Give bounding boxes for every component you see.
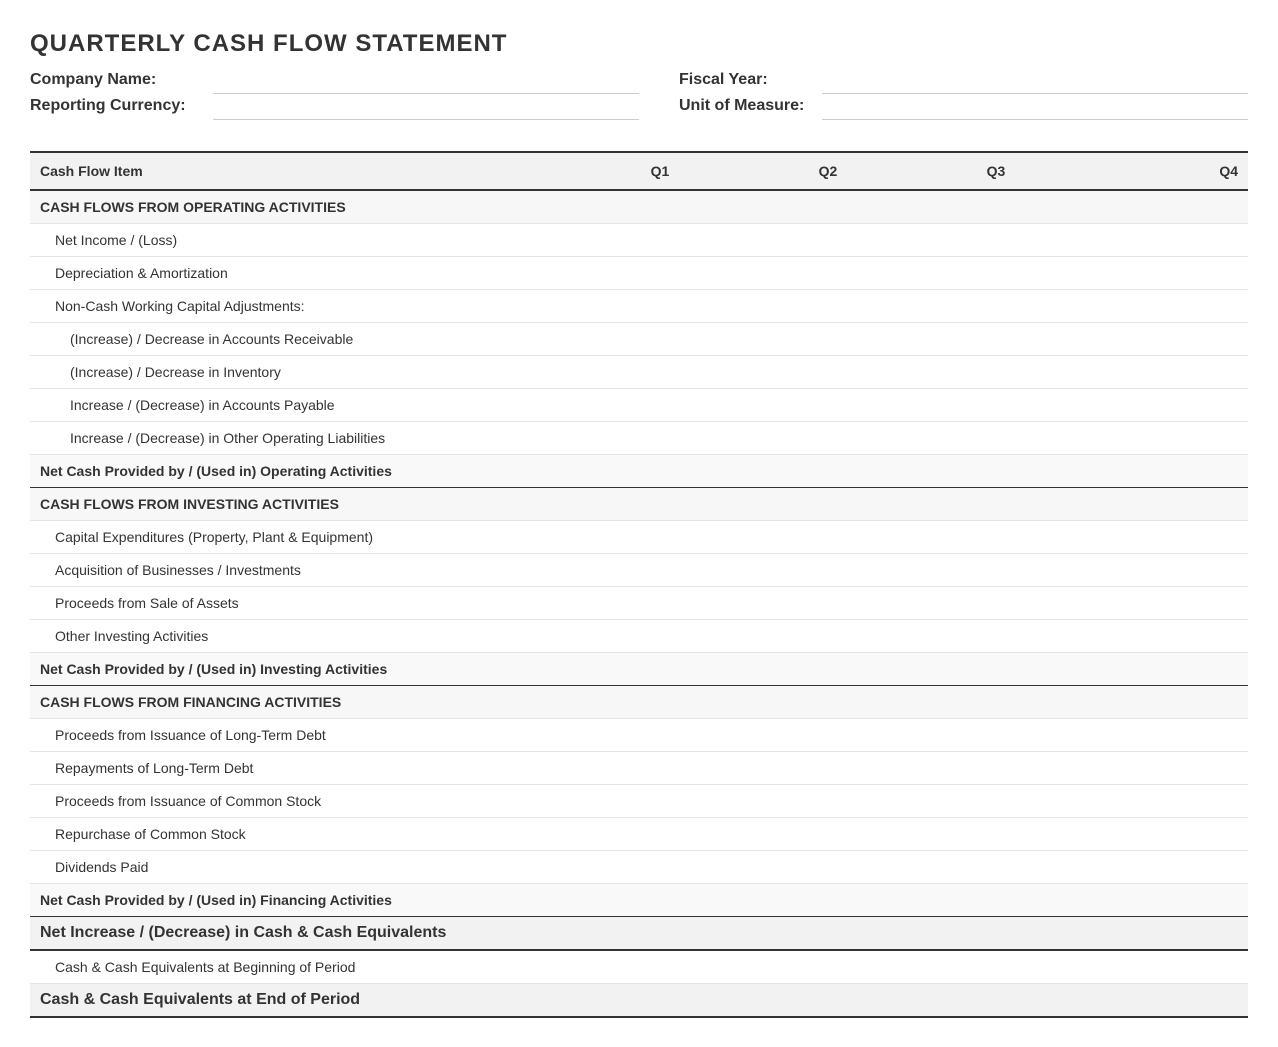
cell-q4[interactable] xyxy=(1080,355,1248,388)
section-header-financing xyxy=(30,685,1248,718)
cell-q4[interactable] xyxy=(1080,454,1248,487)
reporting-currency-row xyxy=(30,93,639,119)
row-label: Repurchase of Common Stock xyxy=(30,817,576,850)
cell-q2[interactable] xyxy=(744,388,912,421)
cell-q1[interactable] xyxy=(576,916,744,950)
row-label: Cash & Cash Equivalents at Beginning of Period xyxy=(30,950,576,983)
cell-q3[interactable] xyxy=(912,652,1080,685)
section-header-operating xyxy=(30,190,1248,223)
table-header-row xyxy=(30,152,1248,190)
cell-q3 xyxy=(912,190,1080,223)
row-label: Net Increase / (Decrease) in Cash & Cash Equivalents xyxy=(30,916,576,950)
cell-q2[interactable] xyxy=(744,421,912,454)
cell-q3[interactable] xyxy=(912,289,1080,322)
cell-q2[interactable] xyxy=(744,751,912,784)
cell-q2[interactable] xyxy=(744,718,912,751)
cell-q4[interactable] xyxy=(1080,817,1248,850)
cell-q2[interactable] xyxy=(744,586,912,619)
cell-q1[interactable] xyxy=(576,652,744,685)
row-label: Dividends Paid xyxy=(30,850,576,883)
table-row xyxy=(30,355,1248,388)
table-row xyxy=(30,751,1248,784)
cell-q1 xyxy=(576,190,744,223)
row-label: Net Cash Provided by / (Used in) Investing Activities xyxy=(30,652,576,685)
cell-q4 xyxy=(1080,190,1248,223)
cell-q1[interactable] xyxy=(576,421,744,454)
cell-q3[interactable] xyxy=(912,883,1080,916)
statement-metadata xyxy=(30,67,1248,139)
row-label: Increase / (Decrease) in Other Operating Liabilities xyxy=(30,421,576,454)
cell-q3[interactable] xyxy=(912,817,1080,850)
cell-q3[interactable] xyxy=(912,850,1080,883)
cell-q4[interactable] xyxy=(1080,784,1248,817)
cell-q2[interactable] xyxy=(744,883,912,916)
cell-q3[interactable] xyxy=(912,388,1080,421)
cell-q3[interactable] xyxy=(912,520,1080,553)
column-header-item: Cash Flow Item xyxy=(30,152,576,190)
cell-q2 xyxy=(744,487,912,520)
cell-q1[interactable] xyxy=(576,388,744,421)
cell-q2[interactable] xyxy=(744,619,912,652)
table-row xyxy=(30,619,1248,652)
cell-q4[interactable] xyxy=(1080,751,1248,784)
table-row xyxy=(30,289,1248,322)
row-label: Net Cash Provided by / (Used in) Operating Activities xyxy=(30,454,576,487)
row-label: Non-Cash Working Capital Adjustments: xyxy=(30,289,576,322)
row-label: Proceeds from Issuance of Common Stock xyxy=(30,784,576,817)
cell-q4[interactable] xyxy=(1080,883,1248,916)
column-header-q2: Q2 xyxy=(744,152,912,190)
cell-q3[interactable] xyxy=(912,256,1080,289)
cell-q1[interactable] xyxy=(576,784,744,817)
cell-q1[interactable] xyxy=(576,223,744,256)
cell-q2[interactable] xyxy=(744,916,912,950)
table-row xyxy=(30,586,1248,619)
total-row-net-change xyxy=(30,916,1248,950)
cell-q1[interactable] xyxy=(576,883,744,916)
row-label: Other Investing Activities xyxy=(30,619,576,652)
cell-q3 xyxy=(912,487,1080,520)
cell-q4[interactable] xyxy=(1080,256,1248,289)
cell-q2[interactable] xyxy=(744,322,912,355)
cell-q3[interactable] xyxy=(912,950,1080,983)
column-header-q1: Q1 xyxy=(576,152,744,190)
cell-q1[interactable] xyxy=(576,619,744,652)
cell-q4[interactable] xyxy=(1080,850,1248,883)
fiscal-year-row xyxy=(679,67,1248,93)
table-row xyxy=(30,520,1248,553)
row-label: CASH FLOWS FROM FINANCING ACTIVITIES xyxy=(30,685,576,718)
section-header-investing xyxy=(30,487,1248,520)
row-label: CASH FLOWS FROM INVESTING ACTIVITIES xyxy=(30,487,576,520)
table-row xyxy=(30,817,1248,850)
cell-q3[interactable] xyxy=(912,751,1080,784)
subtotal-row-financing xyxy=(30,883,1248,916)
fiscal-year-label: Fiscal Year: xyxy=(679,71,768,88)
cell-q4[interactable] xyxy=(1080,983,1248,1017)
cell-q1[interactable] xyxy=(576,322,744,355)
cell-q2[interactable] xyxy=(744,652,912,685)
cell-q1 xyxy=(576,685,744,718)
row-label: Repayments of Long-Term Debt xyxy=(30,751,576,784)
document-title: QUARTERLY CASH FLOW STATEMENT xyxy=(30,30,508,57)
cell-q3[interactable] xyxy=(912,619,1080,652)
cell-q4[interactable] xyxy=(1080,619,1248,652)
cell-q2[interactable] xyxy=(744,520,912,553)
row-label: Proceeds from Sale of Assets xyxy=(30,586,576,619)
cell-q2[interactable] xyxy=(744,850,912,883)
cell-q4[interactable] xyxy=(1080,950,1248,983)
cell-q3[interactable] xyxy=(912,223,1080,256)
cell-q1[interactable] xyxy=(576,850,744,883)
column-header-q4: Q4 xyxy=(1080,152,1248,190)
cell-q3 xyxy=(912,685,1080,718)
table-row xyxy=(30,784,1248,817)
row-label: Increase / (Decrease) in Accounts Payable xyxy=(30,388,576,421)
cell-q2[interactable] xyxy=(744,553,912,586)
cell-q3[interactable] xyxy=(912,421,1080,454)
unit-of-measure-underline xyxy=(822,119,1248,120)
cell-q3[interactable] xyxy=(912,916,1080,950)
cell-q4[interactable] xyxy=(1080,388,1248,421)
cell-q1[interactable] xyxy=(576,586,744,619)
table-row xyxy=(30,256,1248,289)
cell-q1[interactable] xyxy=(576,817,744,850)
company-name-row xyxy=(30,67,639,93)
cell-q3[interactable] xyxy=(912,454,1080,487)
cell-q2[interactable] xyxy=(744,983,912,1017)
cell-q1[interactable] xyxy=(576,256,744,289)
cell-q4[interactable] xyxy=(1080,421,1248,454)
reporting-currency-label: Reporting Currency: xyxy=(30,97,186,114)
table-row xyxy=(30,388,1248,421)
cell-q3[interactable] xyxy=(912,586,1080,619)
table-row xyxy=(30,322,1248,355)
row-label: Proceeds from Issuance of Long-Term Debt xyxy=(30,718,576,751)
row-label: (Increase) / Decrease in Inventory xyxy=(30,355,576,388)
cell-q2[interactable] xyxy=(744,223,912,256)
row-label: Capital Expenditures (Property, Plant & Equipment) xyxy=(30,520,576,553)
subtotal-row-investing xyxy=(30,652,1248,685)
cell-q3[interactable] xyxy=(912,983,1080,1017)
row-label: Cash & Cash Equivalents at End of Period xyxy=(30,983,576,1017)
row-label: CASH FLOWS FROM OPERATING ACTIVITIES xyxy=(30,190,576,223)
cell-q4 xyxy=(1080,487,1248,520)
cell-q2[interactable] xyxy=(744,454,912,487)
cell-q2[interactable] xyxy=(744,784,912,817)
cell-q2[interactable] xyxy=(744,355,912,388)
table-row xyxy=(30,850,1248,883)
cell-q4[interactable] xyxy=(1080,223,1248,256)
cell-q4[interactable] xyxy=(1080,520,1248,553)
cell-q1[interactable] xyxy=(576,751,744,784)
cell-q4[interactable] xyxy=(1080,553,1248,586)
cell-q4 xyxy=(1080,685,1248,718)
total-row-ending-cash xyxy=(30,983,1248,1017)
cell-q1 xyxy=(576,487,744,520)
cell-q4[interactable] xyxy=(1080,289,1248,322)
cell-q1[interactable] xyxy=(576,553,744,586)
table-row xyxy=(30,950,1248,983)
table-row xyxy=(30,553,1248,586)
cell-q3[interactable] xyxy=(912,718,1080,751)
unit-of-measure-row xyxy=(679,93,1248,119)
cell-q1[interactable] xyxy=(576,950,744,983)
company-name-label: Company Name: xyxy=(30,71,157,88)
cell-q3[interactable] xyxy=(912,355,1080,388)
cell-q2 xyxy=(744,685,912,718)
cell-q2[interactable] xyxy=(744,950,912,983)
cell-q3[interactable] xyxy=(912,784,1080,817)
cell-q1[interactable] xyxy=(576,983,744,1017)
cell-q2[interactable] xyxy=(744,289,912,322)
cell-q2[interactable] xyxy=(744,256,912,289)
cell-q4[interactable] xyxy=(1080,916,1248,950)
cell-q4[interactable] xyxy=(1080,586,1248,619)
cell-q3[interactable] xyxy=(912,322,1080,355)
subtotal-row-operating xyxy=(30,454,1248,487)
table-row xyxy=(30,718,1248,751)
unit-of-measure-label: Unit of Measure: xyxy=(679,97,805,114)
row-label: (Increase) / Decrease in Accounts Receivable xyxy=(30,322,576,355)
row-label: Net Income / (Loss) xyxy=(30,223,576,256)
row-label: Depreciation & Amortization xyxy=(30,256,576,289)
table-row xyxy=(30,421,1248,454)
column-header-q3: Q3 xyxy=(912,152,1080,190)
cell-q1[interactable] xyxy=(576,355,744,388)
row-label: Net Cash Provided by / (Used in) Financing Activities xyxy=(30,883,576,916)
cell-q1[interactable] xyxy=(576,289,744,322)
cell-q1[interactable] xyxy=(576,520,744,553)
cell-q2[interactable] xyxy=(744,817,912,850)
cell-q4[interactable] xyxy=(1080,322,1248,355)
cash-flow-statement-page xyxy=(30,28,1248,1008)
cell-q4[interactable] xyxy=(1080,718,1248,751)
cell-q2 xyxy=(744,190,912,223)
cell-q1[interactable] xyxy=(576,454,744,487)
cell-q4[interactable] xyxy=(1080,652,1248,685)
cell-q3[interactable] xyxy=(912,553,1080,586)
cash-flow-table xyxy=(30,151,1248,1018)
cell-q1[interactable] xyxy=(576,718,744,751)
reporting-currency-underline xyxy=(213,119,639,120)
row-label: Acquisition of Businesses / Investments xyxy=(30,553,576,586)
table-row xyxy=(30,223,1248,256)
